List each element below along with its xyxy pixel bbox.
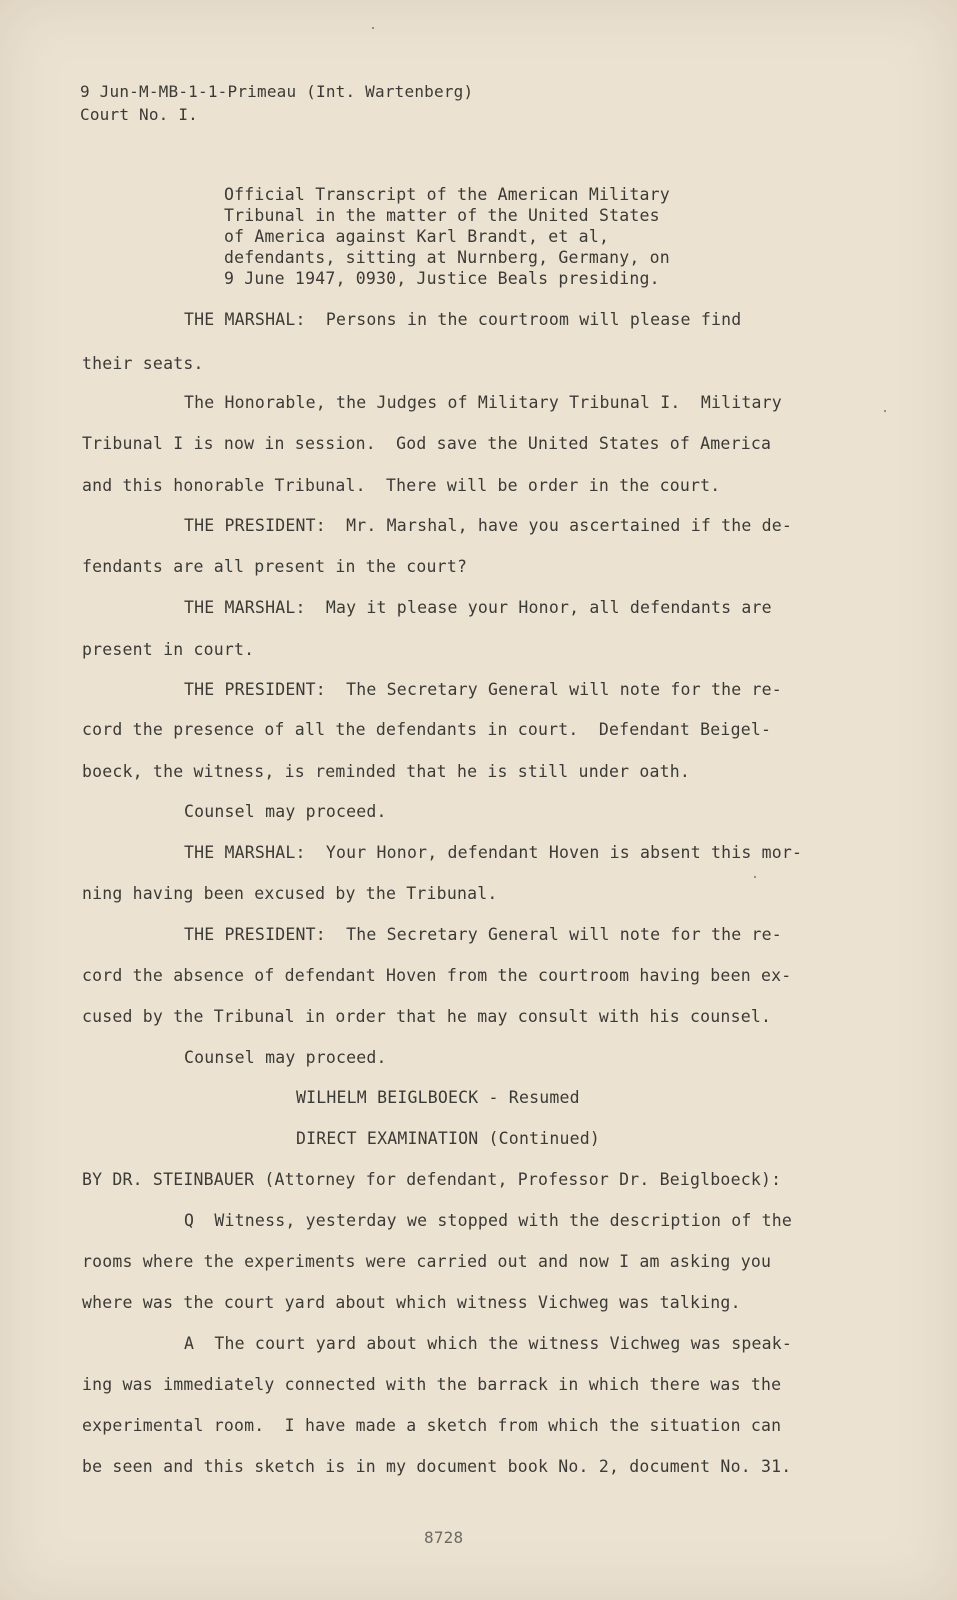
body-line: be seen and this sketch is in my document book No. 2, document No. 31. xyxy=(82,1457,792,1476)
header-line-1: 9 Jun-M-MB-1-1-Primeau (Int. Wartenberg) xyxy=(80,82,474,101)
body-line: present in court. xyxy=(82,640,255,659)
witness-heading: WILHELM BEIGLBOECK - Resumed xyxy=(296,1088,580,1107)
body-line: THE MARSHAL: Persons in the courtroom will please find xyxy=(184,310,742,329)
body-line: BY DR. STEINBAUER (Attorney for defendant, Professor Dr. Beiglboeck): xyxy=(82,1170,782,1189)
header-line-2: Court No. I. xyxy=(80,105,198,124)
body-line: Counsel may proceed. xyxy=(184,1048,387,1067)
body-line: where was the court yard about which witness Vichweg was talking. xyxy=(82,1293,741,1312)
body-line: THE PRESIDENT: The Secretary General will note for the re- xyxy=(184,925,782,944)
page-number: 8728 xyxy=(424,1528,464,1547)
caption-line: of America against Karl Brandt, et al, xyxy=(224,227,610,246)
caption-line: Tribunal in the matter of the United States xyxy=(224,206,660,225)
caption-line: 9 June 1947, 0930, Justice Beals presiding. xyxy=(224,269,660,288)
body-line: their seats. xyxy=(82,354,204,373)
paper-speck xyxy=(372,27,374,29)
body-line: THE PRESIDENT: Mr. Marshal, have you ascertained if the de- xyxy=(184,516,793,535)
body-line: Q Witness, yesterday we stopped with the description of the xyxy=(184,1211,793,1230)
caption-line: defendants, sitting at Nurnberg, Germany, on xyxy=(224,248,670,267)
body-line: ning having been excused by the Tribunal. xyxy=(82,884,498,903)
body-line: Counsel may proceed. xyxy=(184,802,387,821)
paper-speck xyxy=(754,876,756,878)
body-line: ing was immediately connected with the barrack in which there was the xyxy=(82,1375,782,1394)
body-line: THE MARSHAL: Your Honor, defendant Hoven is absent this mor- xyxy=(184,843,803,862)
body-line: cord the absence of defendant Hoven from the courtroom having been ex- xyxy=(82,966,792,985)
body-line: and this honorable Tribunal. There will be order in the court. xyxy=(82,476,721,495)
caption-line: Official Transcript of the American Military xyxy=(224,185,670,204)
body-line: rooms where the experiments were carried out and now I am asking you xyxy=(82,1252,772,1271)
body-line: THE MARSHAL: May it please your Honor, all defendants are xyxy=(184,598,772,617)
body-line: cused by the Tribunal in order that he may consult with his counsel. xyxy=(82,1007,772,1026)
body-line: THE PRESIDENT: The Secretary General will note for the re- xyxy=(184,680,782,699)
body-line: The Honorable, the Judges of Military Tribunal I. Military xyxy=(184,393,782,412)
body-line: Tribunal I is now in session. God save the United States of America xyxy=(82,434,772,453)
body-line: boeck, the witness, is reminded that he is still under oath. xyxy=(82,762,691,781)
body-line: cord the presence of all the defendants in court. Defendant Beigel- xyxy=(82,720,772,739)
body-line: A The court yard about which the witness Vichweg was speak- xyxy=(184,1334,793,1353)
section-heading: DIRECT EXAMINATION (Continued) xyxy=(296,1129,601,1148)
paper-speck xyxy=(884,410,886,412)
body-line: experimental room. I have made a sketch from which the situation can xyxy=(82,1416,782,1435)
body-line: fendants are all present in the court? xyxy=(82,557,468,576)
